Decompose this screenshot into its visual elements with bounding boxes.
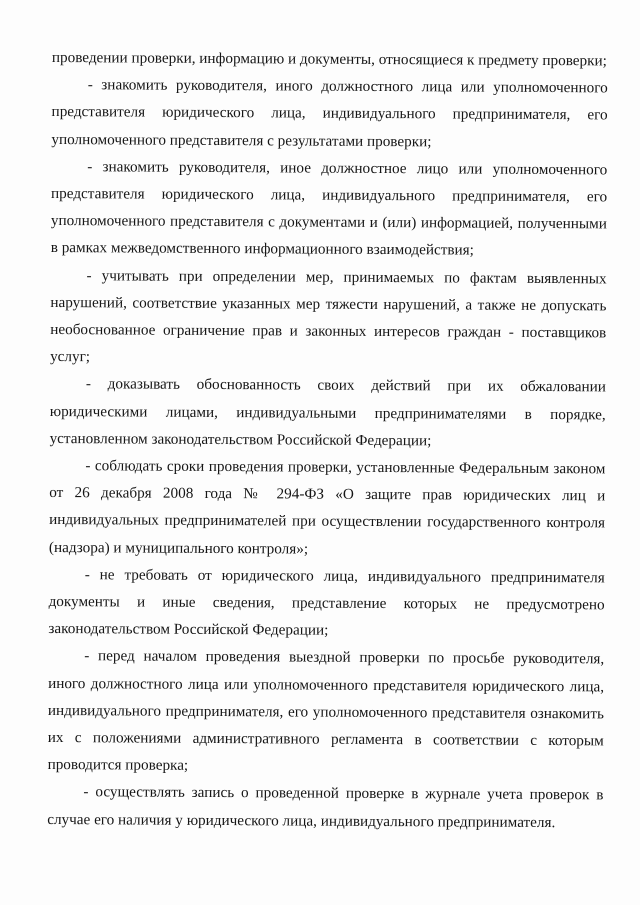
paragraph: - учитывать при определении мер, принимаемых по фактам выявленных нарушений, соответствие указанных мер тяжести нарушений, а также не допускать необоснованное ограничение прав и законных интересов граждан - поставщиков услуг; [50, 266, 607, 366]
paragraph: - соблюдать сроки проведения проверки, установленные Федеральным законом от 26 декабря 2008 года № 294-ФЗ «О защите прав юридических лиц и индивидуальных предпринимателей при осуществлении государственного контроля (надзора) и муниципального контроля»; [48, 457, 606, 558]
paragraph: проведении проверки, информацию и документы, относящиеся к предмету проверки; [51, 48, 607, 70]
paragraph: - перед началом проведения выездной проверки по просьбе руководителя, иного должностного лица или уполномоченного представителя юридического лица, индивидуального предпринимателя, его уполномоченного представителя ознакомить их с положениями административного регламента в соответствии с которым проводится проверка; [47, 647, 605, 775]
paragraph: - знакомить руководителя, иного должностного лица или уполномоченного представителя юридического лица, индивидуального предпринимателя, его уполномоченного представителя с результатами проверки; [51, 76, 608, 150]
paragraph: - осуществлять запись о проведенной проверке в журнале учета проверок в случае его наличия у юридического лица, индивидуального предпринимателя. [47, 783, 604, 831]
document-body [47, 44, 608, 836]
paragraph: - знакомить руководителя, иное должностное лицо или уполномоченного представителя юридического лица, индивидуального предпринимателя, его уполномоченного представителя с документами и (или) информацией, полученными в рамках межведомственного информационного взаимодействия; [50, 158, 608, 260]
paragraph: - не требовать от юридического лица, индивидуального предпринимателя документы и иные сведения, представление которых не предусмотрено законодательством Российской Федерации; [48, 566, 605, 639]
paragraph: - доказывать обоснованность своих действий при их обжаловании юридическими лицами, индивидуальными предпринимателями в порядке, установленном законодательством Российской Федерации; [49, 375, 606, 450]
